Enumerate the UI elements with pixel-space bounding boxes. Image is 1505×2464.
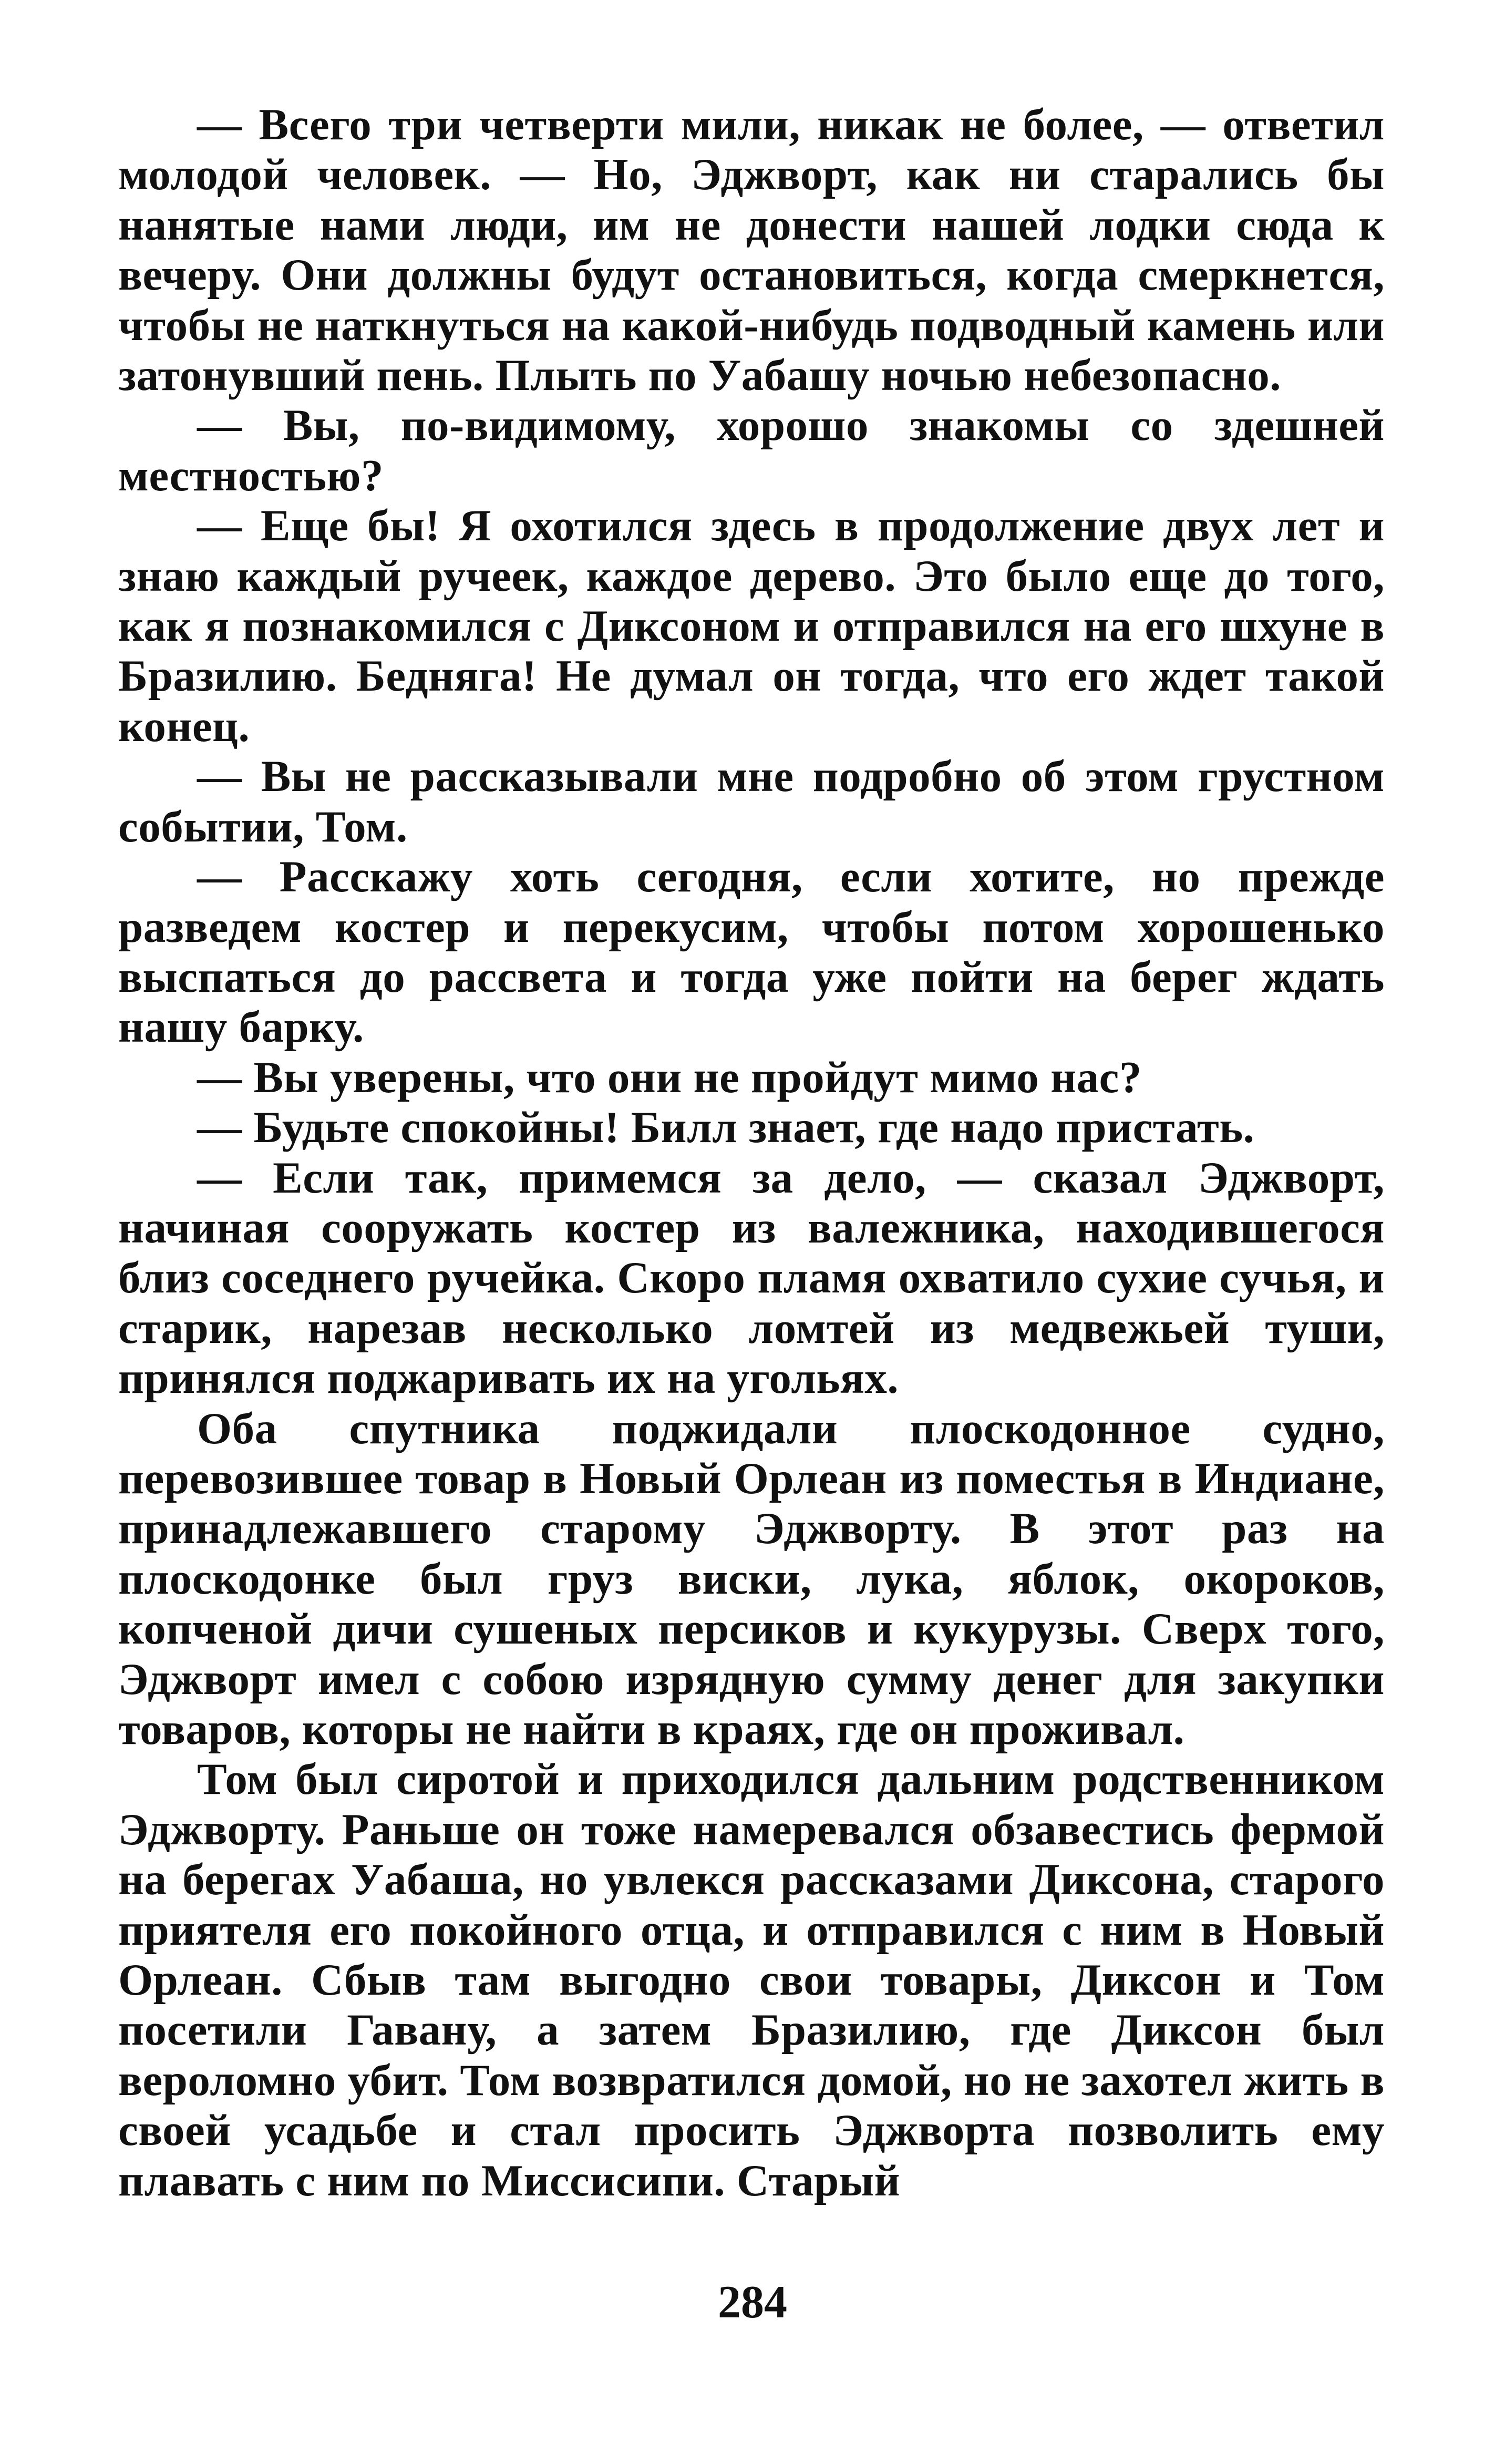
paragraph-7: — Будьте спокойны! Билл знает, где надо пристать. — [197, 1103, 1255, 1153]
page-text — [118, 100, 1385, 2206]
paragraph-4: — Вы не рассказывали мне подробно об этом грустном событии, Том. — [118, 752, 1385, 851]
paragraph-9: Оба спутника поджидали плоскодонное судно, перевозившее товар в Новый Орлеан из поместья в Индиане, принадлежавшего старому Эджворту. В этот раз на плоскодонке был груз виски, лука, яблок, окороков, копченой дичи сушеных персиков и кукурузы. Сверх того, Эджворт имел с собою изрядную сумму денег для закупки товаров, которы не найти в краях, где он проживал. — [118, 1403, 1385, 1754]
paragraph-8: — Если так, примемся за дело, — сказал Эджворт, начиная сооружать костер из валежника, находившегося близ соседнего ручейка. Скоро пламя охватило сухие сучья, и старик, нарезав несколько ломтей из медвежьей туши, принялся поджаривать их на угольях. — [118, 1153, 1385, 1403]
paragraph-10: Том был сиротой и приходился дальним родственником Эджворту. Раньше он тоже намеревался обзавестись фермой на берегах Уабаша, но увлекся рассказами Диксона, старого приятеля его покойного отца, и отправился с ним в Новый Орлеан. Сбыв там выгодно свои товары, Диксон и Том посетили Гавану, а затем Бразилию, где Диксон был вероломно убит. Том возвратился домой, но не захотел жить в своей усадьбе и стал просить Эджворта позволить ему плавать с ним по Миссисипи. Старый — [118, 1754, 1385, 2205]
paragraph-3: — Еще бы! Я охотился здесь в продолжение двух лет и знаю каждый ручеек, каждое дерево. Это было еще до того, как я познакомился с Диксоном и отправился на его шхуне в Бразилию. Бедняга! Не думал он тогда, что его ждет такой конец. — [118, 501, 1385, 751]
paragraph-6: — Вы уверены, что они не пройдут мимо нас? — [197, 1052, 1142, 1102]
paragraph-5: — Расскажу хоть сегодня, если хотите, но прежде разведем костер и перекусим, чтобы потом хорошенько выспаться до рассвета и тогда уже пойти на берег ждать нашу барку. — [118, 852, 1385, 1052]
paragraph-2: — Вы, по-видимому, хорошо знакомы со здешней местностью? — [118, 401, 1385, 500]
page-number: 284 — [718, 2277, 787, 2328]
paragraph-1: — Всего три четверти мили, никак не более, — ответил молодой человек. — Но, Эджворт, как ни старались бы нанятые нами люди, им не донести нашей лодки сюда к вечеру. Они должны будут остановиться, когда смеркнется, чтобы не наткнуться на какой-нибудь подводный камень или затонувший пень. Плыть по Уабашу ночью небезопасно. — [118, 100, 1385, 401]
